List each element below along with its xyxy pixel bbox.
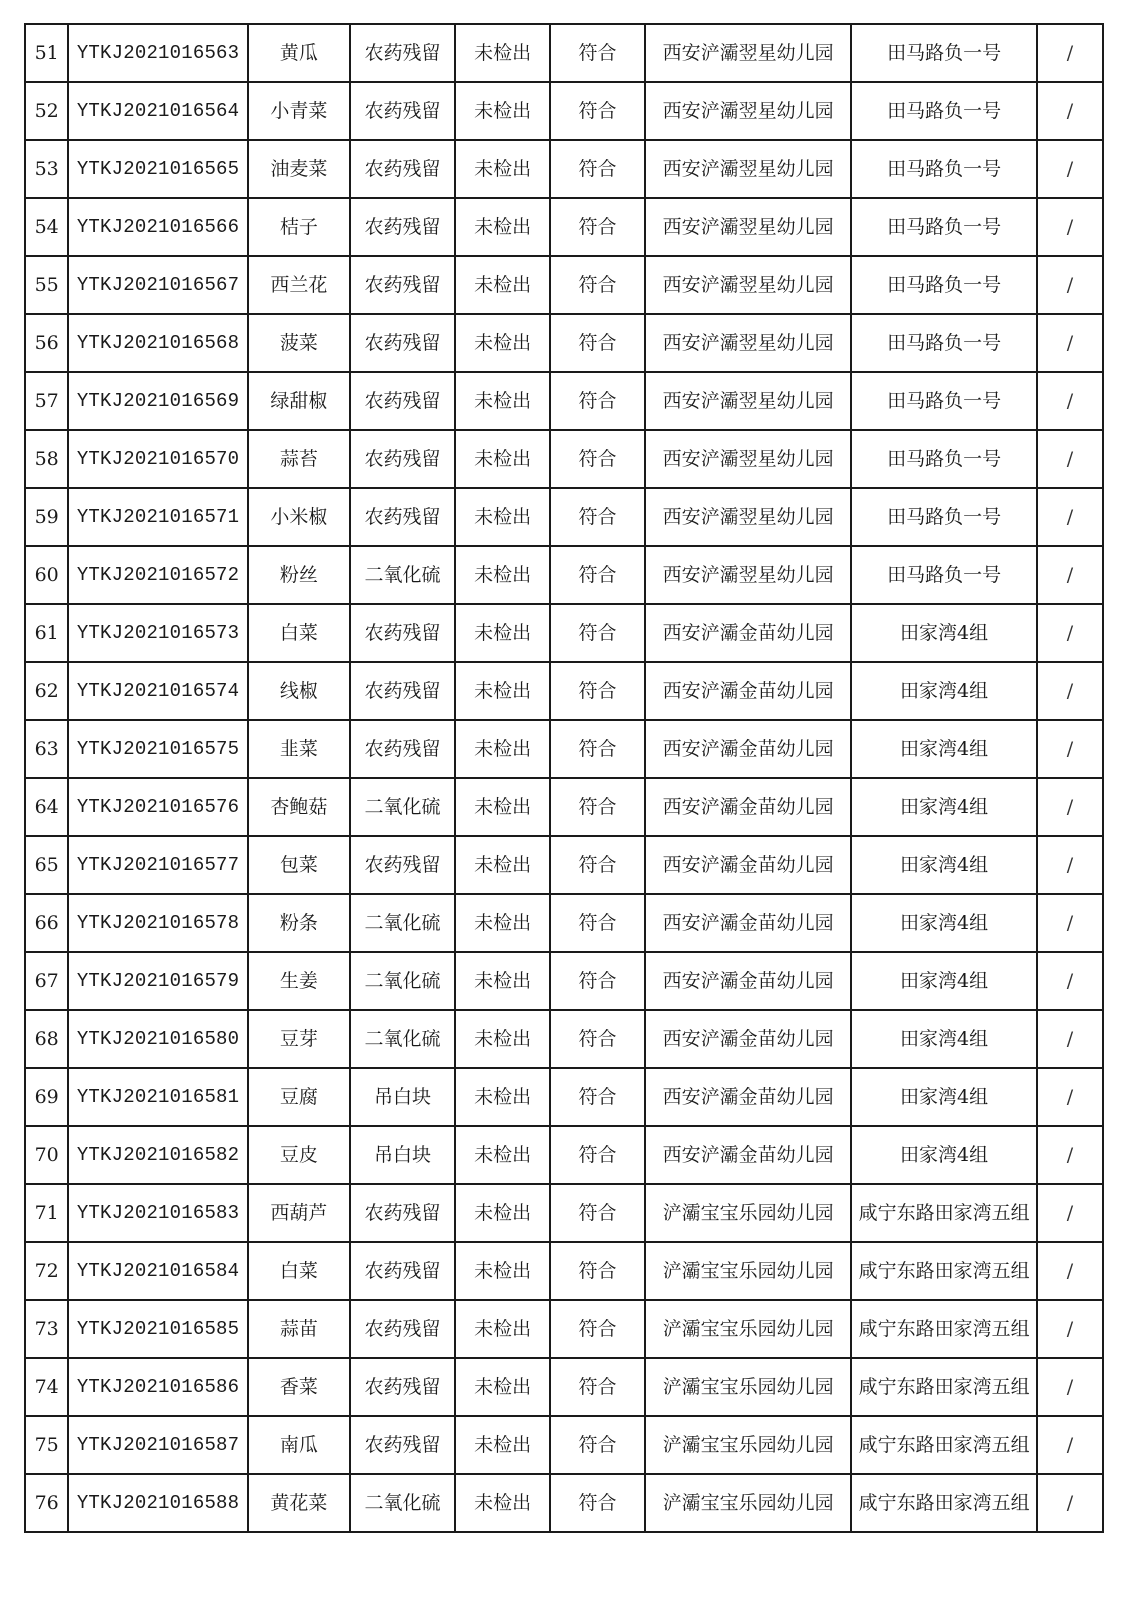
sample-id-cell: YTKJ2021016578 — [68, 894, 247, 952]
sampled-unit-cell: 浐灞宝宝乐园幼儿园 — [645, 1358, 851, 1416]
sampled-unit-cell: 西安浐灞金苗幼儿园 — [645, 720, 851, 778]
row-number-cell: 58 — [25, 430, 68, 488]
remark-cell: / — [1037, 256, 1103, 314]
sample-id-cell: YTKJ2021016583 — [68, 1184, 247, 1242]
row-number-cell: 54 — [25, 198, 68, 256]
test-result-cell: 未检出 — [455, 1010, 550, 1068]
sample-id-cell: YTKJ2021016567 — [68, 256, 247, 314]
test-item-cell: 吊白块 — [350, 1126, 455, 1184]
table-row — [25, 1010, 1103, 1068]
row-number-cell: 53 — [25, 140, 68, 198]
unit-address-cell: 田家湾4组 — [851, 604, 1037, 662]
sampled-unit-cell: 西安浐灞翌星幼儿园 — [645, 24, 851, 82]
sample-name-cell: 粉条 — [248, 894, 350, 952]
sample-name-cell: 白菜 — [248, 604, 350, 662]
sample-name-cell: 小青菜 — [248, 82, 350, 140]
test-item-cell: 农药残留 — [350, 372, 455, 430]
sample-name-cell: 豆皮 — [248, 1126, 350, 1184]
sample-id-cell: YTKJ2021016586 — [68, 1358, 247, 1416]
sample-name-cell: 蒜苔 — [248, 430, 350, 488]
sampled-unit-cell: 西安浐灞金苗幼儿园 — [645, 1068, 851, 1126]
test-item-cell: 农药残留 — [350, 82, 455, 140]
row-number-cell: 60 — [25, 546, 68, 604]
unit-address-cell: 咸宁东路田家湾五组 — [851, 1300, 1037, 1358]
test-result-cell: 未检出 — [455, 256, 550, 314]
table-row — [25, 372, 1103, 430]
unit-address-cell: 咸宁东路田家湾五组 — [851, 1242, 1037, 1300]
sample-id-cell: YTKJ2021016564 — [68, 82, 247, 140]
remark-cell: / — [1037, 1126, 1103, 1184]
verdict-cell: 符合 — [550, 140, 645, 198]
table-row — [25, 1126, 1103, 1184]
sample-id-cell: YTKJ2021016573 — [68, 604, 247, 662]
table-row — [25, 24, 1103, 82]
test-result-cell: 未检出 — [455, 24, 550, 82]
unit-address-cell: 田家湾4组 — [851, 894, 1037, 952]
test-result-cell: 未检出 — [455, 372, 550, 430]
test-result-cell: 未检出 — [455, 1474, 550, 1532]
table-row — [25, 836, 1103, 894]
sample-id-cell: YTKJ2021016571 — [68, 488, 247, 546]
remark-cell: / — [1037, 1242, 1103, 1300]
table-row — [25, 604, 1103, 662]
sample-id-cell: YTKJ2021016563 — [68, 24, 247, 82]
verdict-cell: 符合 — [550, 1184, 645, 1242]
sample-id-cell: YTKJ2021016574 — [68, 662, 247, 720]
sample-id-cell: YTKJ2021016585 — [68, 1300, 247, 1358]
row-number-cell: 65 — [25, 836, 68, 894]
row-number-cell: 71 — [25, 1184, 68, 1242]
row-number-cell: 55 — [25, 256, 68, 314]
unit-address-cell: 田马路负一号 — [851, 256, 1037, 314]
sample-id-cell: YTKJ2021016587 — [68, 1416, 247, 1474]
test-item-cell: 二氧化硫 — [350, 546, 455, 604]
row-number-cell: 67 — [25, 952, 68, 1010]
table-row — [25, 546, 1103, 604]
sampled-unit-cell: 西安浐灞金苗幼儿园 — [645, 1010, 851, 1068]
sample-name-cell: 杏鲍菇 — [248, 778, 350, 836]
unit-address-cell: 田家湾4组 — [851, 836, 1037, 894]
row-number-cell: 57 — [25, 372, 68, 430]
sample-id-cell: YTKJ2021016577 — [68, 836, 247, 894]
verdict-cell: 符合 — [550, 662, 645, 720]
verdict-cell: 符合 — [550, 198, 645, 256]
sample-id-cell: YTKJ2021016575 — [68, 720, 247, 778]
row-number-cell: 59 — [25, 488, 68, 546]
row-number-cell: 75 — [25, 1416, 68, 1474]
verdict-cell: 符合 — [550, 952, 645, 1010]
test-item-cell: 农药残留 — [350, 1416, 455, 1474]
row-number-cell: 70 — [25, 1126, 68, 1184]
table-row — [25, 1300, 1103, 1358]
verdict-cell: 符合 — [550, 778, 645, 836]
unit-address-cell: 田家湾4组 — [851, 952, 1037, 1010]
row-number-cell: 56 — [25, 314, 68, 372]
sample-name-cell: 桔子 — [248, 198, 350, 256]
test-result-cell: 未检出 — [455, 662, 550, 720]
unit-address-cell: 田马路负一号 — [851, 546, 1037, 604]
verdict-cell: 符合 — [550, 1068, 645, 1126]
table-row — [25, 1474, 1103, 1532]
test-item-cell: 二氧化硫 — [350, 1010, 455, 1068]
row-number-cell: 66 — [25, 894, 68, 952]
test-result-cell: 未检出 — [455, 1416, 550, 1474]
sample-id-cell: YTKJ2021016579 — [68, 952, 247, 1010]
sampled-unit-cell: 西安浐灞金苗幼儿园 — [645, 836, 851, 894]
test-item-cell: 农药残留 — [350, 140, 455, 198]
unit-address-cell: 田家湾4组 — [851, 662, 1037, 720]
remark-cell: / — [1037, 1300, 1103, 1358]
row-number-cell: 76 — [25, 1474, 68, 1532]
unit-address-cell: 咸宁东路田家湾五组 — [851, 1358, 1037, 1416]
sample-name-cell: 黄瓜 — [248, 24, 350, 82]
remark-cell: / — [1037, 140, 1103, 198]
test-result-cell: 未检出 — [455, 1068, 550, 1126]
verdict-cell: 符合 — [550, 1300, 645, 1358]
test-result-cell: 未检出 — [455, 1242, 550, 1300]
remark-cell: / — [1037, 952, 1103, 1010]
test-result-cell: 未检出 — [455, 836, 550, 894]
test-result-cell: 未检出 — [455, 430, 550, 488]
test-item-cell: 二氧化硫 — [350, 894, 455, 952]
remark-cell: / — [1037, 546, 1103, 604]
test-item-cell: 农药残留 — [350, 604, 455, 662]
remark-cell: / — [1037, 372, 1103, 430]
verdict-cell: 符合 — [550, 546, 645, 604]
sample-id-cell: YTKJ2021016588 — [68, 1474, 247, 1532]
verdict-cell: 符合 — [550, 1474, 645, 1532]
row-number-cell: 73 — [25, 1300, 68, 1358]
remark-cell: / — [1037, 720, 1103, 778]
remark-cell: / — [1037, 488, 1103, 546]
row-number-cell: 52 — [25, 82, 68, 140]
sample-name-cell: 南瓜 — [248, 1416, 350, 1474]
sample-id-cell: YTKJ2021016568 — [68, 314, 247, 372]
test-result-cell: 未检出 — [455, 894, 550, 952]
sample-name-cell: 黄花菜 — [248, 1474, 350, 1532]
remark-cell: / — [1037, 894, 1103, 952]
unit-address-cell: 田家湾4组 — [851, 1010, 1037, 1068]
table-row — [25, 198, 1103, 256]
unit-address-cell: 田马路负一号 — [851, 24, 1037, 82]
test-result-cell: 未检出 — [455, 140, 550, 198]
unit-address-cell: 田家湾4组 — [851, 720, 1037, 778]
row-number-cell: 62 — [25, 662, 68, 720]
verdict-cell: 符合 — [550, 1416, 645, 1474]
sampled-unit-cell: 西安浐灞金苗幼儿园 — [645, 778, 851, 836]
unit-address-cell: 咸宁东路田家湾五组 — [851, 1416, 1037, 1474]
test-item-cell: 农药残留 — [350, 256, 455, 314]
unit-address-cell: 田家湾4组 — [851, 1126, 1037, 1184]
sampled-unit-cell: 浐灞宝宝乐园幼儿园 — [645, 1416, 851, 1474]
sampled-unit-cell: 浐灞宝宝乐园幼儿园 — [645, 1300, 851, 1358]
unit-address-cell: 田家湾4组 — [851, 1068, 1037, 1126]
unit-address-cell: 田马路负一号 — [851, 198, 1037, 256]
test-result-cell: 未检出 — [455, 1126, 550, 1184]
sample-name-cell: 小米椒 — [248, 488, 350, 546]
test-result-cell: 未检出 — [455, 720, 550, 778]
test-result-cell: 未检出 — [455, 82, 550, 140]
sample-id-cell: YTKJ2021016566 — [68, 198, 247, 256]
sample-name-cell: 油麦菜 — [248, 140, 350, 198]
sampled-unit-cell: 西安浐灞翌星幼儿园 — [645, 372, 851, 430]
sampled-unit-cell: 西安浐灞翌星幼儿园 — [645, 430, 851, 488]
verdict-cell: 符合 — [550, 314, 645, 372]
table-row — [25, 720, 1103, 778]
test-item-cell: 农药残留 — [350, 1242, 455, 1300]
test-result-cell: 未检出 — [455, 1300, 550, 1358]
test-result-cell: 未检出 — [455, 1184, 550, 1242]
inspection-results-table — [24, 23, 1104, 1533]
verdict-cell: 符合 — [550, 894, 645, 952]
test-result-cell: 未检出 — [455, 488, 550, 546]
test-item-cell: 二氧化硫 — [350, 1474, 455, 1532]
unit-address-cell: 田马路负一号 — [851, 140, 1037, 198]
row-number-cell: 63 — [25, 720, 68, 778]
table-row — [25, 662, 1103, 720]
sample-name-cell: 西兰花 — [248, 256, 350, 314]
verdict-cell: 符合 — [550, 1010, 645, 1068]
table-row — [25, 430, 1103, 488]
sample-name-cell: 豆芽 — [248, 1010, 350, 1068]
table-row — [25, 314, 1103, 372]
unit-address-cell: 田马路负一号 — [851, 314, 1037, 372]
table-row — [25, 1068, 1103, 1126]
test-item-cell: 农药残留 — [350, 1184, 455, 1242]
unit-address-cell: 田马路负一号 — [851, 488, 1037, 546]
remark-cell: / — [1037, 1358, 1103, 1416]
test-result-cell: 未检出 — [455, 952, 550, 1010]
sampled-unit-cell: 浐灞宝宝乐园幼儿园 — [645, 1474, 851, 1532]
row-number-cell: 74 — [25, 1358, 68, 1416]
sample-name-cell: 韭菜 — [248, 720, 350, 778]
row-number-cell: 64 — [25, 778, 68, 836]
sampled-unit-cell: 西安浐灞金苗幼儿园 — [645, 662, 851, 720]
test-result-cell: 未检出 — [455, 604, 550, 662]
test-item-cell: 二氧化硫 — [350, 778, 455, 836]
sampled-unit-cell: 西安浐灞金苗幼儿园 — [645, 1126, 851, 1184]
sampled-unit-cell: 西安浐灞金苗幼儿园 — [645, 894, 851, 952]
remark-cell: / — [1037, 1416, 1103, 1474]
test-item-cell: 农药残留 — [350, 836, 455, 894]
sampled-unit-cell: 西安浐灞翌星幼儿园 — [645, 198, 851, 256]
unit-address-cell: 田马路负一号 — [851, 82, 1037, 140]
row-number-cell: 68 — [25, 1010, 68, 1068]
test-item-cell: 农药残留 — [350, 24, 455, 82]
row-number-cell: 61 — [25, 604, 68, 662]
row-number-cell: 72 — [25, 1242, 68, 1300]
test-result-cell: 未检出 — [455, 1358, 550, 1416]
test-item-cell: 农药残留 — [350, 1358, 455, 1416]
verdict-cell: 符合 — [550, 430, 645, 488]
sampled-unit-cell: 西安浐灞金苗幼儿园 — [645, 952, 851, 1010]
unit-address-cell: 田马路负一号 — [851, 372, 1037, 430]
sample-name-cell: 生姜 — [248, 952, 350, 1010]
table-body — [25, 24, 1103, 1532]
table-row — [25, 82, 1103, 140]
verdict-cell: 符合 — [550, 372, 645, 430]
test-result-cell: 未检出 — [455, 546, 550, 604]
table-row — [25, 488, 1103, 546]
sample-name-cell: 蒜苗 — [248, 1300, 350, 1358]
sample-id-cell: YTKJ2021016580 — [68, 1010, 247, 1068]
sample-id-cell: YTKJ2021016569 — [68, 372, 247, 430]
sample-name-cell: 线椒 — [248, 662, 350, 720]
table-row — [25, 894, 1103, 952]
remark-cell: / — [1037, 1068, 1103, 1126]
unit-address-cell: 田家湾4组 — [851, 778, 1037, 836]
verdict-cell: 符合 — [550, 1126, 645, 1184]
sampled-unit-cell: 西安浐灞金苗幼儿园 — [645, 604, 851, 662]
verdict-cell: 符合 — [550, 488, 645, 546]
sample-id-cell: YTKJ2021016582 — [68, 1126, 247, 1184]
test-item-cell: 二氧化硫 — [350, 952, 455, 1010]
test-result-cell: 未检出 — [455, 778, 550, 836]
verdict-cell: 符合 — [550, 1358, 645, 1416]
sample-id-cell: YTKJ2021016572 — [68, 546, 247, 604]
remark-cell: / — [1037, 604, 1103, 662]
row-number-cell: 69 — [25, 1068, 68, 1126]
table-row — [25, 140, 1103, 198]
table-row — [25, 1184, 1103, 1242]
sampled-unit-cell: 西安浐灞翌星幼儿园 — [645, 546, 851, 604]
remark-cell: / — [1037, 24, 1103, 82]
test-item-cell: 农药残留 — [350, 720, 455, 778]
verdict-cell: 符合 — [550, 1242, 645, 1300]
sampled-unit-cell: 西安浐灞翌星幼儿园 — [645, 82, 851, 140]
table-row — [25, 778, 1103, 836]
test-item-cell: 农药残留 — [350, 198, 455, 256]
sample-id-cell: YTKJ2021016576 — [68, 778, 247, 836]
sample-name-cell: 包菜 — [248, 836, 350, 894]
sample-id-cell: YTKJ2021016570 — [68, 430, 247, 488]
sampled-unit-cell: 浐灞宝宝乐园幼儿园 — [645, 1184, 851, 1242]
sampled-unit-cell: 浐灞宝宝乐园幼儿园 — [645, 1242, 851, 1300]
test-result-cell: 未检出 — [455, 198, 550, 256]
sampled-unit-cell: 西安浐灞翌星幼儿园 — [645, 256, 851, 314]
test-item-cell: 农药残留 — [350, 430, 455, 488]
test-item-cell: 农药残留 — [350, 488, 455, 546]
table-row — [25, 952, 1103, 1010]
sampled-unit-cell: 西安浐灞翌星幼儿园 — [645, 140, 851, 198]
verdict-cell: 符合 — [550, 82, 645, 140]
sample-name-cell: 绿甜椒 — [248, 372, 350, 430]
table-row — [25, 1416, 1103, 1474]
sample-name-cell: 豆腐 — [248, 1068, 350, 1126]
unit-address-cell: 咸宁东路田家湾五组 — [851, 1474, 1037, 1532]
table-row — [25, 256, 1103, 314]
sample-name-cell: 菠菜 — [248, 314, 350, 372]
sample-name-cell: 西葫芦 — [248, 1184, 350, 1242]
sampled-unit-cell: 西安浐灞翌星幼儿园 — [645, 314, 851, 372]
remark-cell: / — [1037, 314, 1103, 372]
table-row — [25, 1242, 1103, 1300]
sample-name-cell: 香菜 — [248, 1358, 350, 1416]
remark-cell: / — [1037, 836, 1103, 894]
remark-cell: / — [1037, 778, 1103, 836]
unit-address-cell: 咸宁东路田家湾五组 — [851, 1184, 1037, 1242]
sample-name-cell: 粉丝 — [248, 546, 350, 604]
verdict-cell: 符合 — [550, 256, 645, 314]
table-row — [25, 1358, 1103, 1416]
remark-cell: / — [1037, 1010, 1103, 1068]
sampled-unit-cell: 西安浐灞翌星幼儿园 — [645, 488, 851, 546]
verdict-cell: 符合 — [550, 24, 645, 82]
remark-cell: / — [1037, 198, 1103, 256]
remark-cell: / — [1037, 662, 1103, 720]
remark-cell: / — [1037, 430, 1103, 488]
remark-cell: / — [1037, 1474, 1103, 1532]
row-number-cell: 51 — [25, 24, 68, 82]
test-item-cell: 农药残留 — [350, 314, 455, 372]
sample-id-cell: YTKJ2021016584 — [68, 1242, 247, 1300]
sample-id-cell: YTKJ2021016565 — [68, 140, 247, 198]
verdict-cell: 符合 — [550, 836, 645, 894]
test-item-cell: 农药残留 — [350, 662, 455, 720]
unit-address-cell: 田马路负一号 — [851, 430, 1037, 488]
test-item-cell: 农药残留 — [350, 1300, 455, 1358]
remark-cell: / — [1037, 82, 1103, 140]
sample-name-cell: 白菜 — [248, 1242, 350, 1300]
test-item-cell: 吊白块 — [350, 1068, 455, 1126]
test-result-cell: 未检出 — [455, 314, 550, 372]
verdict-cell: 符合 — [550, 604, 645, 662]
verdict-cell: 符合 — [550, 720, 645, 778]
remark-cell: / — [1037, 1184, 1103, 1242]
sample-id-cell: YTKJ2021016581 — [68, 1068, 247, 1126]
